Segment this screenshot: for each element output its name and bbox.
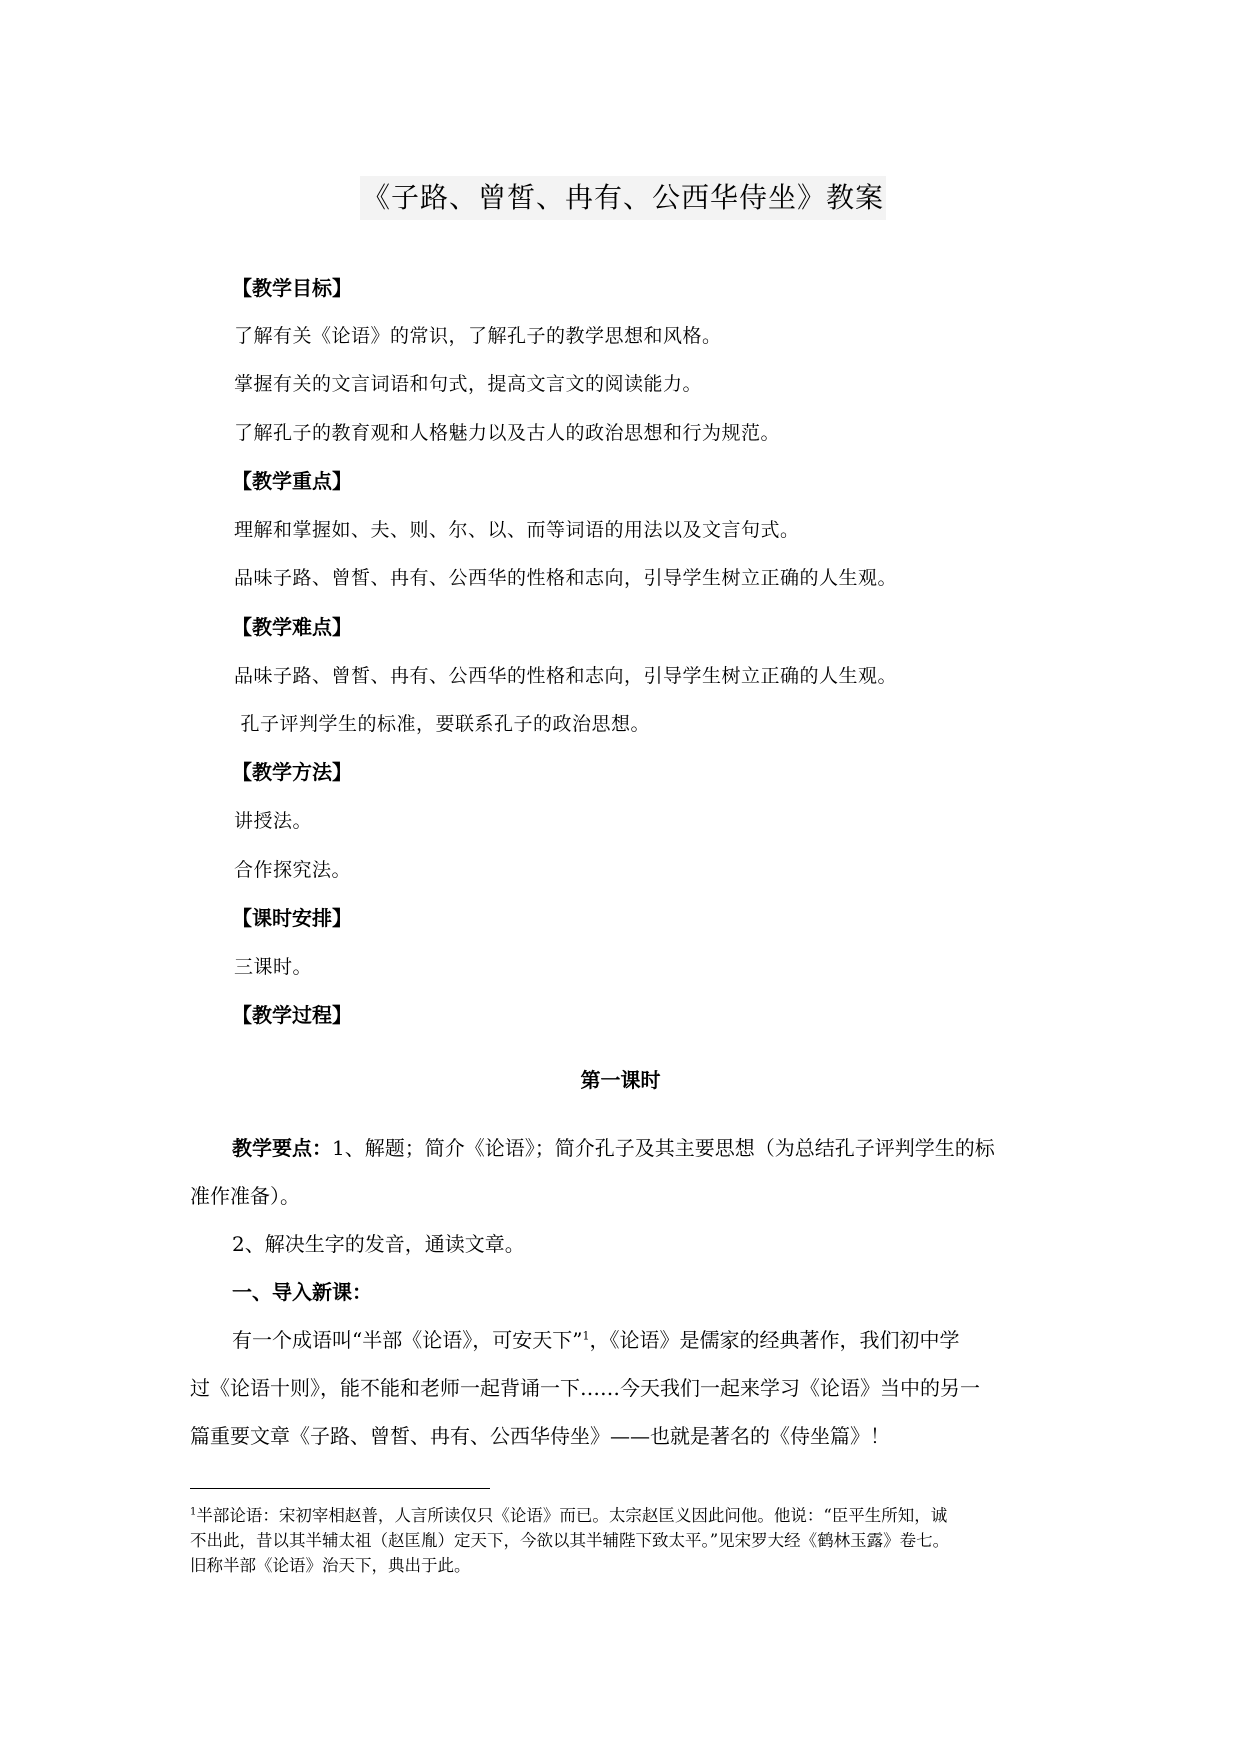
intro-heading [232,1277,1100,1307]
lesson-points-text: 1、解题；简介《论语》；简介孔子及其主要思想（为总结孔子评判学生的标 [332,1136,995,1160]
footnote-line-1 [190,1503,1060,1528]
intro-text-b: ，《论语》是儒家的经典著作，我们初中学 [589,1328,960,1352]
footnote-separator [190,1488,490,1489]
intro-paragraph-line-3: 篇重要文章《子路、曾皙、冉有、公西华侍坐》——也就是著名的《侍坐篇》！ [190,1424,890,1448]
intro-text-a: 有一个成语叫“半部《论语》，可安天下” [232,1328,583,1352]
objective-item-2: 掌握有关的文言词语和句式，提高文言文的阅读能力。 [234,373,703,395]
lesson-points-line-3: 2、解决生字的发音，通读文章。 [232,1232,525,1256]
lesson-points-line-2: 准作准备）。 [190,1184,300,1208]
footnote-text-1: 半部论语：宋初宰相赵普，人言所读仅只《论语》而已。太宗赵匡义因此问他。他说：“臣平生所知，诚 [196,1506,948,1525]
schedule-item-1: 三课时。 [234,956,313,978]
heading-objectives: 【教学目标】 [232,276,352,300]
method-item-1: 讲授法。 [234,810,313,832]
page-title: 《子路、曾皙、冉有、公西华侍坐》教案 [360,176,886,220]
objective-item-1: 了解有关《论语》的常识，了解孔子的教学思想和风格。 [234,325,722,347]
heading-difficulties: 【教学难点】 [232,615,352,639]
heading-methods: 【教学方法】 [232,760,352,784]
footnote-mark: 1 [190,1506,197,1518]
key-point-item-1: 理解和掌握如、夫、则、尔、以、而等词语的用法以及文言句式。 [234,519,800,541]
heading-process: 【教学过程】 [232,1003,352,1027]
heading-schedule: 【课时安排】 [232,906,352,930]
difficulty-item-1: 品味子路、曾皙、冉有、公西华的性格和志向，引导学生树立正确的人生观。 [234,665,898,687]
lesson-points-line-1 [232,1133,1100,1163]
lesson-title: 第一课时 [580,1068,661,1092]
footnote-line-2: 不出此，昔以其半辅太祖（赵匡胤）定天下，今欲以其半辅陛下致太平。”见宋罗大经《鹤林玉露》卷七。 [190,1531,950,1550]
method-item-2: 合作探究法。 [234,859,352,881]
difficulty-item-2: 孔子评判学生的标准，要联系孔子的政治思想。 [234,713,651,735]
objective-item-3: 了解孔子的教育观和人格魅力以及古人的政治思想和行为规范。 [234,422,781,444]
footnote-reference[interactable]: 1 [582,1329,590,1343]
intro-paragraph-line-2: 过《论语十则》，能不能和老师一起背诵一下……今天我们一起来学习《论语》当中的另一 [190,1376,980,1400]
key-point-item-2: 品味子路、曾皙、冉有、公西华的性格和志向，引导学生树立正确的人生观。 [234,567,898,589]
lesson-points-label: 教学要点： [232,1136,332,1160]
intro-paragraph-line-1 [232,1325,1100,1355]
intro-heading-text: 一、导入新课： [232,1280,372,1304]
footnote-line-3: 旧称半部《论语》治天下，典出于此。 [190,1556,471,1575]
heading-key-points: 【教学重点】 [232,469,352,493]
